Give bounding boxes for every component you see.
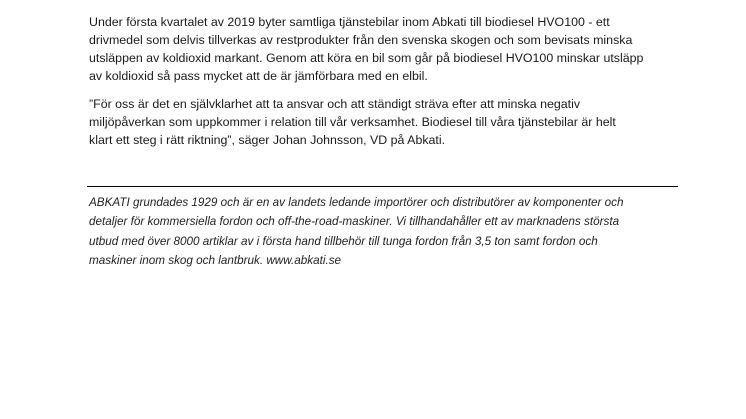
body-paragraph-biodiesel: Under första kvartalet av 2019 byter samtliga tjänstebilar inom Abkati till biodiesel HVO100 - ett drivmedel som delvis tillverkas av restprodukter från den svenska skogen och som bevisats minska utsläppen av koldioxid markant. Genom att köra en bil som går på biodiesel HVO100 minskar utsläpp av koldioxid så pass mycket att de är jämförbara med en elbil. [89,15,644,83]
body-paragraph-quote: ”För oss är det en självklarhet att ta ansvar och att ständigt sträva efter att minska negativ miljöpåverkan som uppkommer i relation till vår verksamhet. Biodiesel till våra tjänstebilar är helt klart ett steg i rätt riktning”, säger Johan Johnsson, VD på Abkati. [89,97,616,147]
company-boilerplate: ABKATI grundades 1929 och är en av landets ledande importörer och distributörer av komponenter och detaljer för kommersiella fordon och off-the-road-maskiner. Vi tillhandahåller ett av marknadens största utbud med över 8000 artiklar av i första hand tillbehör till tunga fordon från 3,5 ton samt fordon och maskiner inom skog och lantbruk. www.abkati.se [89,196,624,267]
section-divider [87,186,678,187]
